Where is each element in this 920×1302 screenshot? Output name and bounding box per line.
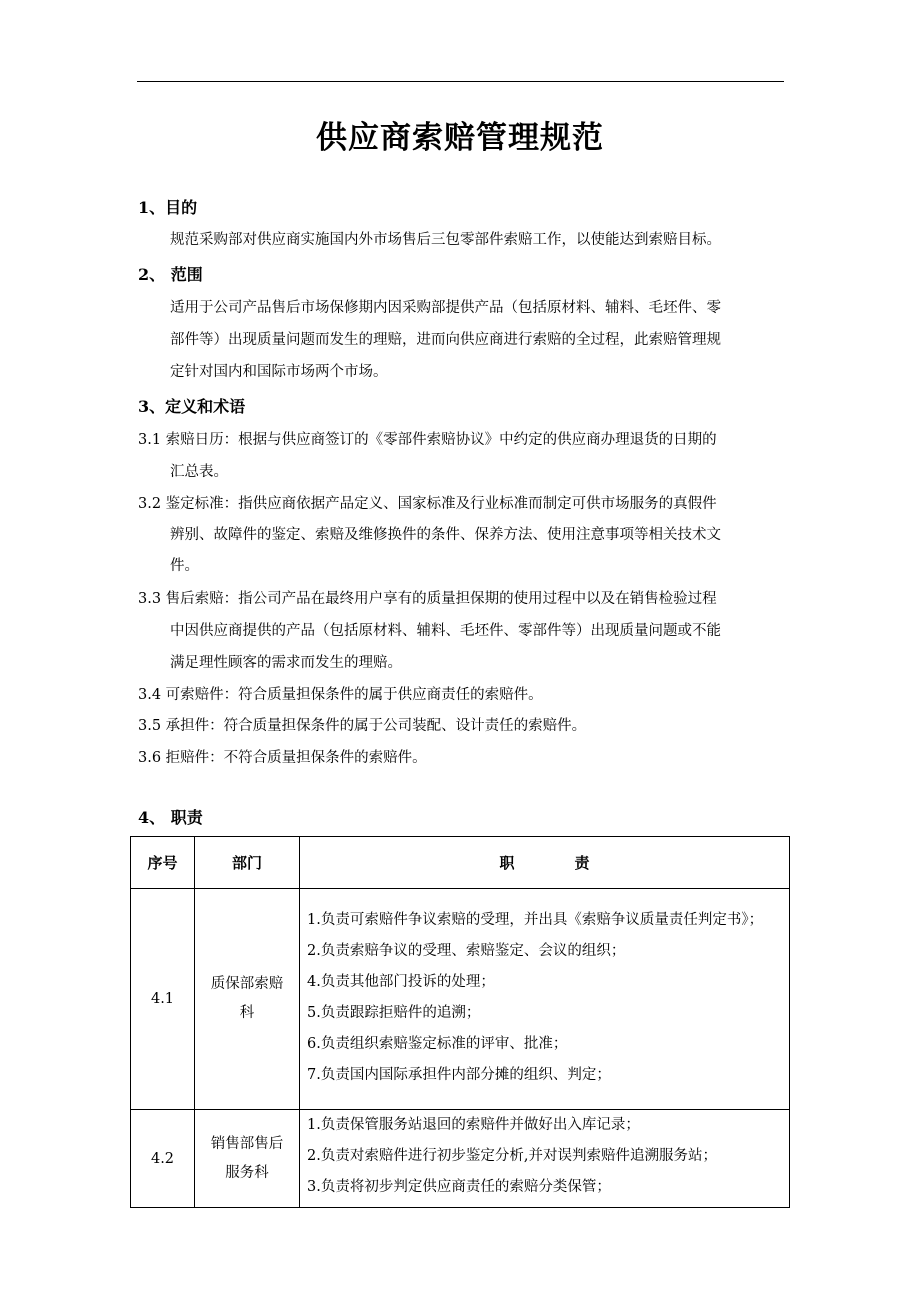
duty-item: 4.负责其他部门投诉的处理；: [307, 974, 495, 990]
duty-item: 1.负责保管服务站退回的索赔件并做好出入库记录；: [307, 1117, 640, 1133]
definition-3-1-cont: 汇总表。: [170, 464, 228, 480]
scope-line: 部件等）出现质量问题而发生的理赔，进而向供应商进行索赔的全过程，此索赔管理规: [170, 332, 721, 348]
row-number: 4.1: [131, 889, 195, 1110]
definition-3-3-cont: 满足理性顾客的需求而发生的理赔。: [170, 655, 402, 671]
department-line: 服务科: [225, 1164, 269, 1181]
row-department: [195, 1110, 300, 1208]
department-line: 销售部售后: [210, 1135, 284, 1152]
duty-item: 6.负责组织索赔鉴定标准的评审、批准；: [307, 1036, 568, 1052]
responsibility-table: [130, 836, 790, 1208]
duty-item: 3.负责将初步判定供应商责任的索赔分类保管；: [307, 1179, 611, 1195]
definition-3-3: 3.3 售后索赔：指公司产品在最终用户享有的质量担保期的使用过程中以及在销售检验过程: [138, 591, 717, 607]
definition-3-2-cont: 辨别、故障件的鉴定、索赔及维修换件的条件、保养方法、使用注意事项等相关技术文: [170, 527, 721, 543]
definition-3-5: 3.5 承担件：符合质量担保条件的属于公司装配、设计责任的索赔件。: [138, 718, 587, 734]
header-rule: [137, 81, 784, 82]
column-header-number: 序号: [131, 837, 195, 889]
row-number: 4.2: [131, 1110, 195, 1208]
definition-3-4: 3.4 可索赔件：符合质量担保条件的属于供应商责任的索赔件。: [138, 687, 543, 703]
purpose-text: 规范采购部对供应商实施国内外市场售后三包零部件索赔工作，以使能达到索赔目标。: [170, 232, 721, 248]
definition-3-6: 3.6 拒赔件：不符合质量担保条件的索赔件。: [138, 750, 427, 766]
duty-item: 5.负责跟踪拒赔件的追溯；: [307, 1005, 481, 1021]
duty-item: 2.负责对索赔件进行初步鉴定分析,并对误判索赔件追溯服务站；: [307, 1148, 717, 1164]
definition-3-3-cont: 中因供应商提供的产品（包括原材料、辅料、毛坯件、零部件等）出现质量问题或不能: [170, 623, 721, 639]
section-heading-scope: 2、 范围: [138, 265, 203, 284]
column-header-department: 部门: [195, 837, 300, 889]
section-heading-definitions: 3、定义和术语: [138, 397, 246, 416]
definition-3-2-cont: 件。: [170, 558, 199, 574]
department-line: 质保部索赔: [210, 976, 284, 992]
table-row: [131, 889, 790, 1110]
section-heading-purpose: 1、目的: [138, 198, 198, 217]
column-header-duties: 职 责: [300, 837, 790, 889]
row-duties: [300, 889, 790, 1110]
row-department: [195, 889, 300, 1110]
definition-3-1: 3.1 索赔日历：根据与供应商签订的《零部件索赔协议》中约定的供应商办理退货的日期的: [138, 432, 717, 448]
page-title: 供应商索赔管理规范: [316, 120, 604, 156]
duty-item: 2.负责索赔争议的受理、索赔鉴定、会议的组织；: [307, 943, 626, 959]
duty-item: 7.负责国内国际承担件内部分摊的组织、判定；: [307, 1067, 611, 1083]
duty-item: 1.负责可索赔件争议索赔的受理，并出具《索赔争议质量责任判定书》；: [307, 912, 764, 928]
scope-line: 适用于公司产品售后市场保修期内因采购部提供产品（包括原材料、辅料、毛坯件、零: [170, 300, 721, 316]
definition-3-2: 3.2 鉴定标准：指供应商依据产品定义、国家标准及行业标准而制定可供市场服务的真假件: [138, 496, 717, 512]
scope-line: 定针对国内和国际市场两个市场。: [170, 364, 388, 380]
section-heading-responsibilities: 4、 职责: [138, 808, 203, 827]
table-row: [131, 1110, 790, 1208]
table-header-row: [131, 837, 790, 889]
row-duties: [300, 1110, 790, 1208]
department-line: 科: [239, 1005, 255, 1021]
